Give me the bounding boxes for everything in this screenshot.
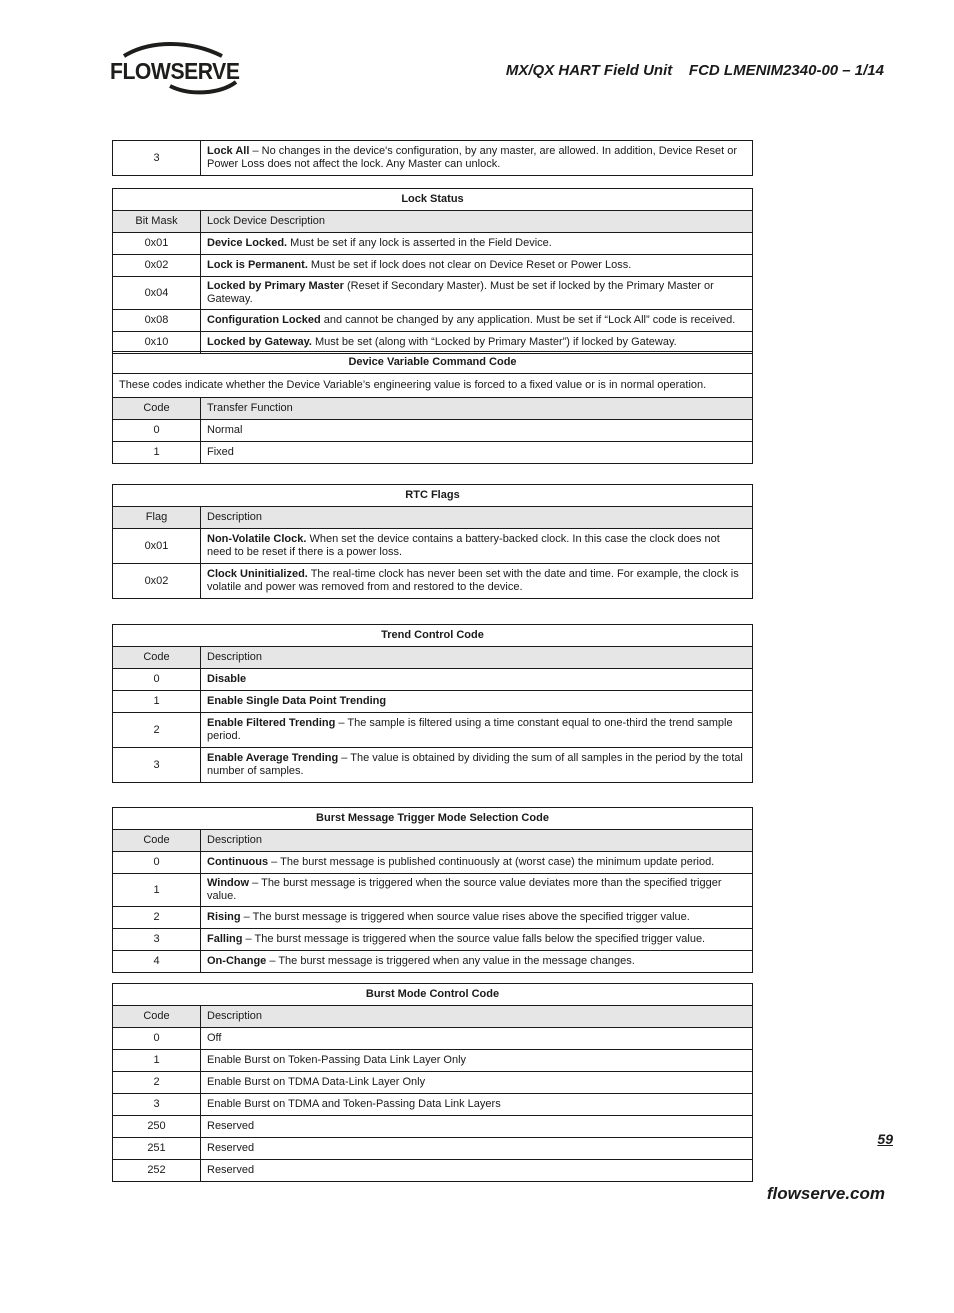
description-cell: Enable Burst on Token-Passing Data Link Layer Only: [201, 1050, 753, 1072]
code-cell: 1: [113, 1050, 201, 1072]
column-header: Lock Device Description: [201, 211, 753, 233]
flowserve-logo: [110, 42, 250, 96]
column-header: Bit Mask: [113, 211, 201, 233]
code-cell: 3: [113, 748, 201, 783]
code-cell: 250: [113, 1116, 201, 1138]
table-row: [113, 713, 753, 748]
description-cell: [201, 907, 753, 929]
header-row: [113, 1006, 753, 1028]
header-row: [113, 211, 753, 233]
code-cell: 251: [113, 1138, 201, 1160]
description-cell: [201, 669, 753, 691]
table-title: Lock Status: [113, 189, 753, 211]
header-row: [113, 398, 753, 420]
description-cell: Fixed: [201, 442, 753, 464]
description-cell: Enable Burst on TDMA and Token-Passing Data Link Layers: [201, 1094, 753, 1116]
term: Locked by Gateway.: [207, 336, 312, 348]
header-row: [113, 647, 753, 669]
column-header: Code: [113, 647, 201, 669]
column-header: Code: [113, 830, 201, 852]
table-title: Device Variable Command Code: [113, 352, 753, 374]
table-title: Burst Message Trigger Mode Selection Code: [113, 808, 753, 830]
description-text: and cannot be changed by any application. Must be set if “Lock All” code is received.: [320, 314, 736, 326]
term: Lock All: [207, 145, 250, 157]
page-number: 59: [877, 1131, 893, 1147]
burst-mode-table: [112, 983, 753, 1182]
table-row: [113, 442, 753, 464]
trend-control-table: [112, 624, 753, 783]
description-cell: [201, 929, 753, 951]
table-row: [113, 255, 753, 277]
description-cell: [201, 874, 753, 907]
term: On-Change: [207, 955, 267, 967]
code-cell: 0x02: [113, 564, 201, 599]
code-cell: 1: [113, 691, 201, 713]
code-cell: 252: [113, 1160, 201, 1182]
term: Locked by Primary Master: [207, 280, 344, 292]
description-text: The real-time clock has never been set with the date and time. For example, the clock is volatile and power was removed from and restored to the device.: [207, 568, 739, 593]
column-header: Description: [201, 1006, 753, 1028]
code-cell: 2: [113, 1072, 201, 1094]
description-text: – The sample is filtered using a time constant equal to one-third the trend sample period.: [207, 717, 733, 742]
table-row: [113, 669, 753, 691]
table-row: [113, 1160, 753, 1182]
table-row: [113, 1028, 753, 1050]
description-text: Must be set if lock does not clear on Device Reset or Power Loss.: [307, 259, 632, 271]
description-cell: Off: [201, 1028, 753, 1050]
description-cell: [201, 529, 753, 564]
code-cell: 0x08: [113, 310, 201, 332]
description-cell: Normal: [201, 420, 753, 442]
description-text: (Reset if Secondary Master). Must be set if locked by the Primary Master or Gateway.: [207, 280, 714, 305]
description-text: – The burst message is triggered when the source value falls below the specified trigger value.: [242, 933, 706, 945]
document-title: MX/QX HART Field Unit FCD LMENIM2340-00 – 1/14: [505, 62, 884, 79]
description-cell: [201, 277, 753, 310]
description-cell: Reserved: [201, 1160, 753, 1182]
column-header: Flag: [113, 507, 201, 529]
term: Falling: [207, 933, 243, 945]
table-row: [113, 310, 753, 332]
term: Enable Filtered Trending: [207, 717, 336, 729]
description-text: – The burst message is triggered when any value in the message changes.: [266, 955, 635, 967]
table-row: [113, 748, 753, 783]
description-text: – The burst message is triggered when the source value deviates more than the specified trigger value.: [207, 877, 722, 902]
code-cell: 2: [113, 907, 201, 929]
code-cell: 3: [113, 1094, 201, 1116]
column-header: Code: [113, 398, 201, 420]
column-header: Description: [201, 830, 753, 852]
code-cell: 0x10: [113, 332, 201, 354]
table-row: [113, 1094, 753, 1116]
description-text: Must be set if any lock is asserted in the Field Device.: [287, 237, 552, 249]
description-cell: [201, 713, 753, 748]
description-text: – No changes in the device's configuration, by any master, are allowed. In addition, Device Reset or Power Loss does not affect the lock. Any Master can unlock.: [207, 145, 737, 170]
burst-trigger-table: [112, 807, 753, 973]
table-row: [113, 1116, 753, 1138]
device-variable-table: [112, 351, 753, 464]
table-row: [113, 907, 753, 929]
description-cell: [201, 233, 753, 255]
code-cell: 1: [113, 442, 201, 464]
code-cell: 0x01: [113, 529, 201, 564]
description-text: When set the device contains a battery-backed clock. In this case the clock does not need to be reset if there is a power loss.: [207, 533, 720, 558]
code-cell: 0: [113, 852, 201, 874]
table-row: [113, 874, 753, 907]
code-cell: 0: [113, 669, 201, 691]
column-header: Description: [201, 647, 753, 669]
code-cell: 0: [113, 420, 201, 442]
table-row: [113, 691, 753, 713]
term: Configuration Locked: [207, 314, 321, 326]
term: Continuous: [207, 856, 269, 868]
table-row: [113, 852, 753, 874]
footer-url: flowserve.com: [766, 1184, 885, 1203]
table-title: Burst Mode Control Code: [113, 984, 753, 1006]
description-cell: Enable Burst on TDMA Data-Link Layer Only: [201, 1072, 753, 1094]
description-cell: [201, 691, 753, 713]
table-row: [113, 929, 753, 951]
description-cell: [201, 748, 753, 783]
term: Lock is Permanent.: [207, 259, 308, 271]
table-title: RTC Flags: [113, 485, 753, 507]
term: Enable Average Trending: [207, 752, 339, 764]
description-cell: Reserved: [201, 1138, 753, 1160]
code-cell: 0: [113, 1028, 201, 1050]
description-text: Must be set (along with “Locked by Primary Master”) if locked by Gateway.: [311, 336, 677, 348]
table-title: Trend Control Code: [113, 625, 753, 647]
term: Disable: [207, 673, 247, 685]
code-cell: 4: [113, 951, 201, 973]
table-row: [113, 233, 753, 255]
table-row: [113, 951, 753, 973]
description-cell: [201, 255, 753, 277]
table-row: [113, 277, 753, 310]
column-header: Code: [113, 1006, 201, 1028]
table-row: [113, 1138, 753, 1160]
rtc-flags-table: [112, 484, 753, 599]
lock-status-table: [112, 188, 753, 354]
code-cell: 2: [113, 713, 201, 748]
code-cell: 0x01: [113, 233, 201, 255]
table-row: [113, 420, 753, 442]
description-text: – The burst message is triggered when source value rises above the specified trigger value.: [240, 911, 690, 923]
column-header: Transfer Function: [201, 398, 753, 420]
column-header: Description: [201, 507, 753, 529]
description-text: – The burst message is published continuously at (worst case) the minimum update period.: [268, 856, 715, 868]
term: Device Locked.: [207, 237, 288, 249]
description-cell: Reserved: [201, 1116, 753, 1138]
description-cell: [201, 951, 753, 973]
table-row: [113, 1072, 753, 1094]
table-row: [113, 1050, 753, 1072]
code-cell: 0x04: [113, 277, 201, 310]
term: Enable Single Data Point Trending: [207, 695, 387, 707]
term: Rising: [207, 911, 241, 923]
table-note: These codes indicate whether the Device Variable’s engineering value is forced to a fixed value or is in normal operation.: [113, 374, 753, 398]
code-cell: 3: [113, 929, 201, 951]
table-row: [113, 564, 753, 599]
description-cell: [201, 141, 753, 176]
term: Clock Uninitialized.: [207, 568, 308, 580]
term: Non-Volatile Clock.: [207, 533, 307, 545]
code-cell: 0x02: [113, 255, 201, 277]
header-row: [113, 507, 753, 529]
header-row: [113, 830, 753, 852]
description-text: – The value is obtained by dividing the sum of all samples in the period by the total number of samples.: [207, 752, 743, 777]
code-cell: 3: [113, 141, 201, 176]
description-cell: [201, 852, 753, 874]
description-cell: [201, 310, 753, 332]
table-row: [113, 141, 753, 176]
lock-all-table: [112, 140, 753, 176]
code-cell: 1: [113, 874, 201, 907]
term: Window: [207, 877, 250, 889]
description-cell: [201, 564, 753, 599]
logo-text: FLOWSERVE: [110, 58, 240, 84]
table-row: [113, 529, 753, 564]
